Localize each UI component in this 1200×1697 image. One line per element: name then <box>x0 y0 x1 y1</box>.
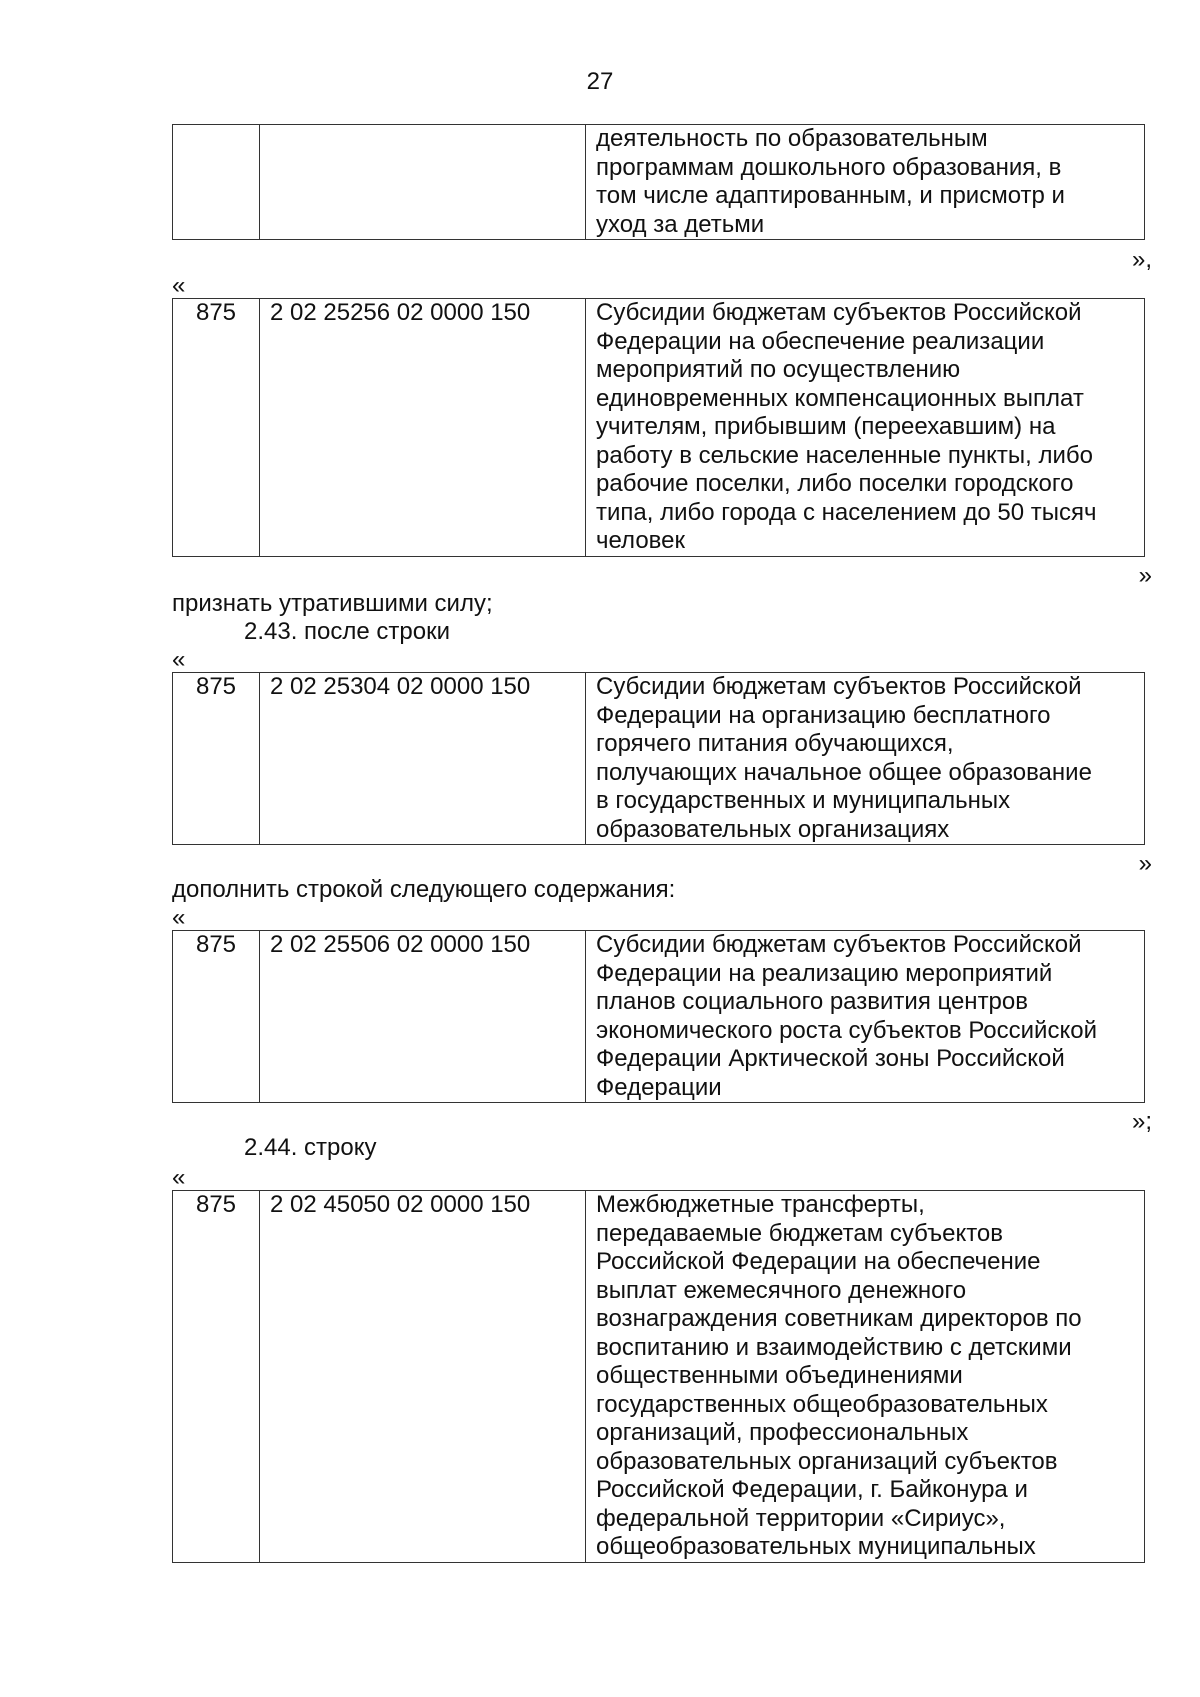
page-number: 27 <box>586 68 614 95</box>
budget-table-row <box>172 1190 1145 1563</box>
budget-table-row <box>172 298 1145 557</box>
budget-code-cell: 2 02 25256 02 0000 150 <box>260 299 586 557</box>
opening-quote: « <box>172 1164 186 1191</box>
admin-code-cell: 875 <box>173 931 260 1103</box>
admin-code-cell <box>173 125 260 240</box>
admin-code-cell: 875 <box>173 299 260 557</box>
description-cell <box>586 931 1145 1103</box>
opening-quote: « <box>172 272 186 299</box>
closing-quote: » <box>1138 562 1152 589</box>
budget-table-row-continued <box>172 124 1145 240</box>
description-text: Субсидии бюджетам субъектов Российской Федерации на реализацию мероприятий планов социального развития центров экономического роста субъектов Российской Федерации Арктической зоны Российской Федерации <box>596 931 1097 1101</box>
section-heading: 2.44. строку <box>244 1134 377 1161</box>
paragraph-text: дополнить строкой следующего содержания: <box>172 876 676 903</box>
description-text: деятельность по образовательным программам дошкольного образования, в том числе адаптированным, и присмотр и уход за детьми <box>596 125 1065 238</box>
budget-code-cell: 2 02 25304 02 0000 150 <box>260 673 586 845</box>
closing-quote: » <box>1138 850 1152 877</box>
section-heading: 2.43. после строки <box>244 618 451 645</box>
budget-code-cell: 2 02 25506 02 0000 150 <box>260 931 586 1103</box>
admin-code-cell: 875 <box>173 673 260 845</box>
description-text: Субсидии бюджетам субъектов Российской Федерации на обеспечение реализации мероприятий по осуществлению единовременных компенсационных выплат учителям, прибывшим (переехавшим) на работу в сельские населенные пункты, либо рабочие поселки, либо поселки городского типа, либо города с населением до 50 тысяч человек <box>596 299 1097 554</box>
admin-code-cell: 875 <box>173 1191 260 1563</box>
description-cell <box>586 299 1145 557</box>
budget-code-cell <box>260 125 586 240</box>
description-cell <box>586 125 1145 240</box>
description-text: Субсидии бюджетам субъектов Российской Федерации на организацию бесплатного горячего питания обучающихся, получающих начальное общее образование в государственных и муниципальных образовательных организациях <box>596 673 1092 843</box>
opening-quote: « <box>172 646 186 673</box>
paragraph-text: признать утратившими силу; <box>172 590 493 617</box>
description-cell <box>586 1191 1145 1563</box>
closing-quote: »; <box>1131 1108 1152 1135</box>
budget-code-cell: 2 02 45050 02 0000 150 <box>260 1191 586 1563</box>
closing-quote: », <box>1131 246 1152 273</box>
opening-quote: « <box>172 904 186 931</box>
budget-table-row <box>172 672 1145 845</box>
budget-table-row <box>172 930 1145 1103</box>
description-text: Межбюджетные трансферты, передаваемые бюджетам субъектов Российской Федерации на обеспечение выплат ежемесячного денежного вознаграждения советникам директоров по воспитанию и взаимодействию с детскими общественными объединениями государственных общеобразовательных организаций, профессиональных образовательных организаций субъектов Российской Федерации, г. Байконура и федеральной территории «Сириус», общеобразовательных муниципальных <box>596 1191 1082 1560</box>
description-cell <box>586 673 1145 845</box>
